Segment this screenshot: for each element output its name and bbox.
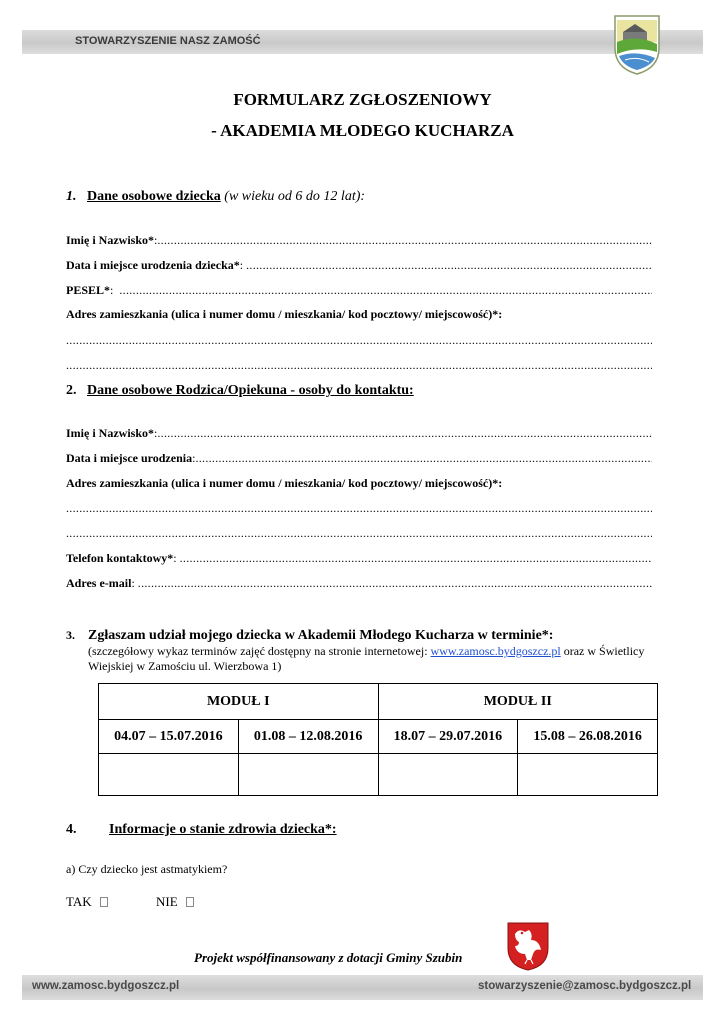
term-cell: 04.07 – 15.07.2016 bbox=[99, 720, 239, 754]
child-address-label: Adres zamieszkania (ulica i numer domu / mieszkania/ kod pocztowy/ miejscowość)*: bbox=[66, 307, 503, 321]
section3-header bbox=[66, 628, 553, 644]
checkbox-icon[interactable] bbox=[100, 897, 108, 907]
section1-number: 1. bbox=[66, 189, 77, 204]
phone-colon: : bbox=[173, 551, 177, 565]
form-title: FORMULARZ ZGŁOSZENIOWY bbox=[233, 90, 492, 109]
section4-number: 4. bbox=[66, 822, 77, 837]
child-name-label: Imię i Nazwisko* bbox=[66, 233, 154, 247]
option-tak[interactable] bbox=[66, 894, 108, 910]
parent-address-line-1[interactable] bbox=[66, 501, 652, 517]
option-nie-label: NIE bbox=[156, 894, 178, 909]
section1-note: (w wieku od 6 do 12 lat): bbox=[224, 189, 366, 204]
checkbox-icon[interactable] bbox=[186, 897, 194, 907]
child-birth-dots bbox=[246, 258, 652, 274]
parent-birth-colon: : bbox=[192, 451, 196, 465]
parent-name-label: Imię i Nazwisko* bbox=[66, 426, 154, 440]
term-selection-cell[interactable] bbox=[238, 754, 378, 796]
section3-note-line2: Wiejskiej w Zamościu ul. Wierzbowa 1) bbox=[88, 659, 282, 673]
section4-heading: Informacje o stanie zdrowia dziecka*: bbox=[109, 822, 337, 837]
parent-birth-field[interactable] bbox=[66, 451, 652, 467]
asthma-question: a) Czy dziecko jest astmatykiem? bbox=[66, 862, 228, 876]
child-address-line-1[interactable] bbox=[66, 333, 652, 349]
child-name-colon: : bbox=[154, 233, 158, 247]
child-address-line-2[interactable] bbox=[66, 358, 652, 374]
child-name-field[interactable] bbox=[66, 233, 652, 249]
term-cell: 15.08 – 26.08.2016 bbox=[518, 720, 658, 754]
child-birth-label: Data i miejsce urodzenia dziecka* bbox=[66, 258, 240, 272]
email-dots bbox=[138, 576, 652, 592]
child-pesel-field[interactable] bbox=[66, 283, 652, 299]
module2-header: MODUŁ II bbox=[378, 684, 658, 720]
child-birth-colon: : bbox=[239, 258, 244, 272]
section4-header bbox=[66, 822, 337, 838]
section2-number: 2. bbox=[66, 383, 77, 398]
footer-email[interactable]: stowarzyszenie@zamosc.bydgoszcz.pl bbox=[478, 980, 692, 992]
term-cell: 18.07 – 29.07.2016 bbox=[378, 720, 518, 754]
parent-name-colon: : bbox=[154, 426, 158, 440]
module1-header: MODUŁ I bbox=[99, 684, 379, 720]
parent-birth-dots bbox=[195, 451, 652, 467]
section1-heading: Dane osobowe dziecka bbox=[87, 189, 221, 204]
option-tak-label: TAK bbox=[66, 894, 92, 909]
modules-table bbox=[98, 683, 658, 796]
section3-number: 3. bbox=[66, 628, 75, 642]
organization-name: STOWARZYSZENIE NASZ ZAMOŚĆ bbox=[75, 35, 261, 47]
email-field[interactable] bbox=[66, 576, 652, 592]
section1-header bbox=[66, 189, 365, 205]
parent-name-dots bbox=[157, 426, 652, 442]
parent-name-field[interactable] bbox=[66, 426, 652, 442]
parent-address-label: Adres zamieszkania (ulica i numer domu / mieszkania/ kod pocztowy/ miejscowość)*: bbox=[66, 476, 503, 490]
child-birth-field[interactable] bbox=[66, 258, 652, 274]
phone-label: Telefon kontaktowy* bbox=[66, 551, 174, 565]
footer-website[interactable]: www.zamosc.bydgoszcz.pl bbox=[32, 980, 180, 992]
email-label: Adres e-mail bbox=[66, 576, 132, 590]
option-nie[interactable] bbox=[156, 894, 194, 910]
village-logo-icon bbox=[611, 12, 663, 76]
child-pesel-dots bbox=[119, 283, 652, 299]
section3-note-after: oraz w Świetlicy bbox=[560, 644, 645, 658]
term-cell: 01.08 – 12.08.2016 bbox=[238, 720, 378, 754]
section3-note-before: (szczegółowy wykaz terminów zajęć dostępny na stronie internetowej: bbox=[88, 644, 431, 658]
term-selection-cell[interactable] bbox=[518, 754, 658, 796]
funding-note: Projekt współfinansowany z dotacji Gminy Szubin bbox=[194, 950, 463, 965]
szubin-crest-icon bbox=[505, 920, 551, 972]
child-pesel-colon: : bbox=[110, 283, 114, 297]
child-name-dots bbox=[157, 233, 652, 249]
parent-birth-label: Data i miejsce urodzenia bbox=[66, 451, 193, 465]
parent-address-line-2[interactable] bbox=[66, 526, 652, 542]
section3-heading: Zgłaszam udział mojego dziecka w Akademii Młodego Kucharza w terminie*: bbox=[88, 628, 554, 643]
child-pesel-label: PESEL* bbox=[66, 283, 111, 297]
term-selection-cell[interactable] bbox=[378, 754, 518, 796]
section2-header bbox=[66, 383, 414, 399]
phone-field[interactable] bbox=[66, 551, 652, 567]
term-selection-cell[interactable] bbox=[99, 754, 239, 796]
email-colon: : bbox=[131, 576, 135, 590]
form-subtitle: - AKADEMIA MŁODEGO KUCHARZA bbox=[211, 121, 514, 140]
phone-dots bbox=[180, 551, 652, 567]
section3-note bbox=[88, 644, 644, 659]
website-link[interactable]: www.zamosc.bydgoszcz.pl bbox=[430, 644, 561, 658]
section2-heading: Dane osobowe Rodzica/Opiekuna - osoby do kontaktu: bbox=[87, 383, 414, 398]
